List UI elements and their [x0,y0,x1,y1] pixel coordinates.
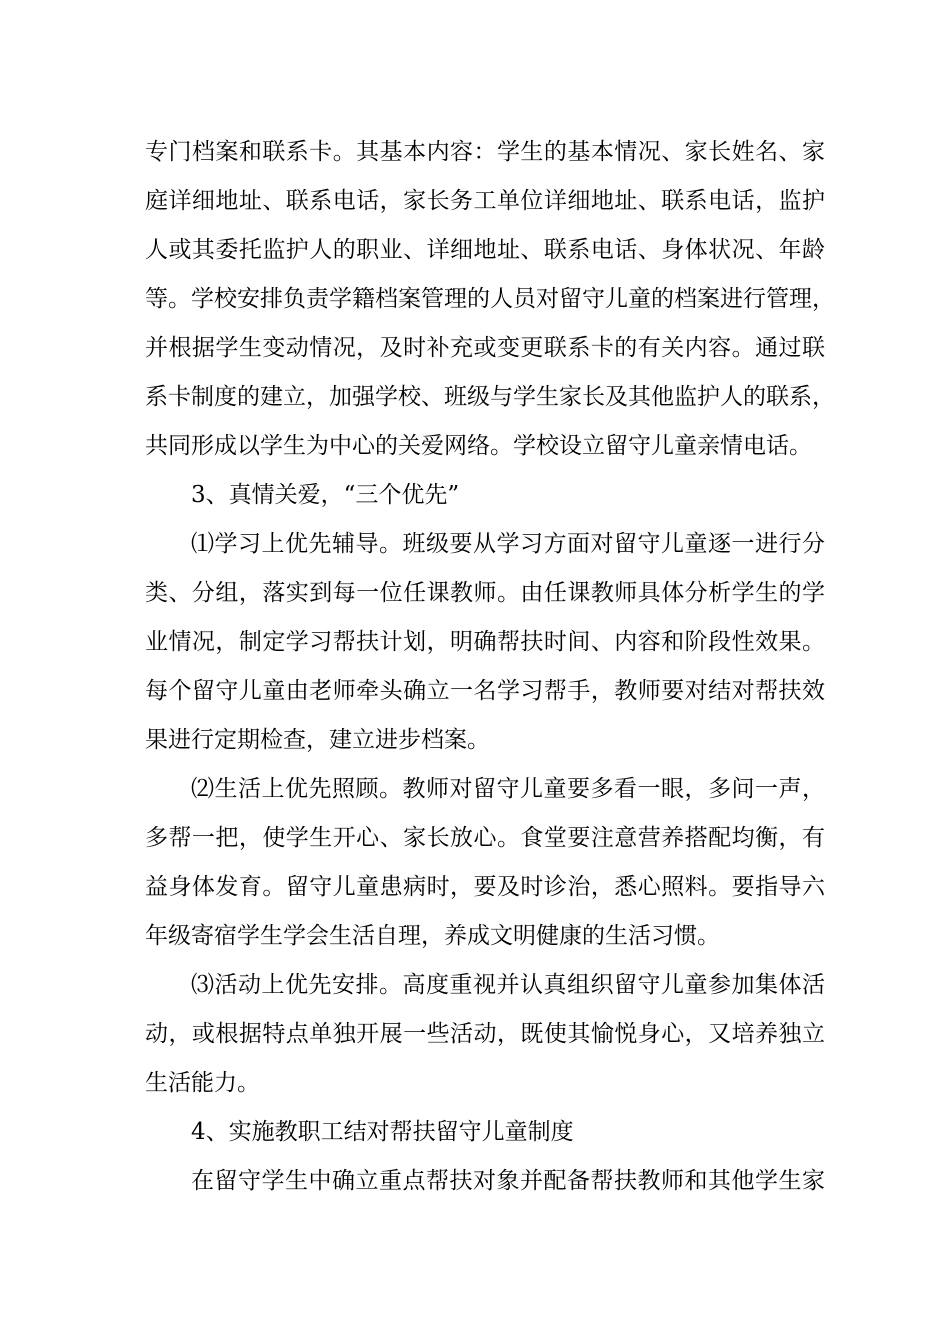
text-line: 益身体发育。留守儿童患病时，要及时诊治，悉心照料。要指导六 [145,874,825,900]
text-line: 果进行定期检查，建立进步档案。 [145,727,490,753]
text-line: ⑵生活上优先照顾。教师对留守儿童要多看一眼，多问一声， [191,776,825,802]
section-heading: 3、真情关爱，“三个优先” [191,482,460,508]
text-line: 系卡制度的建立，加强学校、班级与学生家长及其他监护人的联系， [145,384,835,410]
text-line: 并根据学生变动情况，及时补充或变更联系卡的有关内容。通过联 [145,335,825,361]
text-line: 生活能力。 [145,1070,260,1096]
text-line: ⑶活动上优先安排。高度重视并认真组织留守儿童参加集体活 [191,972,825,998]
text-line: 每个留守儿童由老师牵头确立一名学习帮手，教师要对结对帮扶效 [145,678,825,704]
text-line: 共同形成以学生为中心的关爱网络。学校设立留守儿童亲情电话。 [145,433,812,459]
text-line: 专门档案和联系卡。其基本内容：学生的基本情况、家长姓名、家 [145,139,825,165]
text-line: 人或其委托监护人的职业、详细地址、联系电话、身体状况、年龄 [145,237,825,263]
text-line: 庭详细地址、联系电话，家长务工单位详细地址、联系电话，监护 [145,188,825,214]
text-line: 年级寄宿学生学会生活自理，养成文明健康的生活习惯。 [145,923,720,949]
text-line: 多帮一把，使学生开心、家长放心。食堂要注意营养搭配均衡，有 [145,825,825,851]
text-line: 业情况，制定学习帮扶计划，明确帮扶时间、内容和阶段性效果。 [145,629,825,655]
section-heading: 4、实施教职工结对帮扶留守儿童制度 [191,1119,574,1145]
text-line: 动，或根据特点单独开展一些活动，既使其愉悦身心，又培养独立 [145,1021,825,1047]
text-line: ⑴学习上优先辅导。班级要从学习方面对留守儿童逐一进行分 [191,531,825,557]
text-line: 等。学校安排负责学籍档案管理的人员对留守儿童的档案进行管理， [145,286,835,312]
text-line: 类、分组，落实到每一位任课教师。由任课教师具体分析学生的学 [145,580,825,606]
text-line: 在留守学生中确立重点帮扶对象并配备帮扶教师和其他学生家 [191,1168,825,1194]
